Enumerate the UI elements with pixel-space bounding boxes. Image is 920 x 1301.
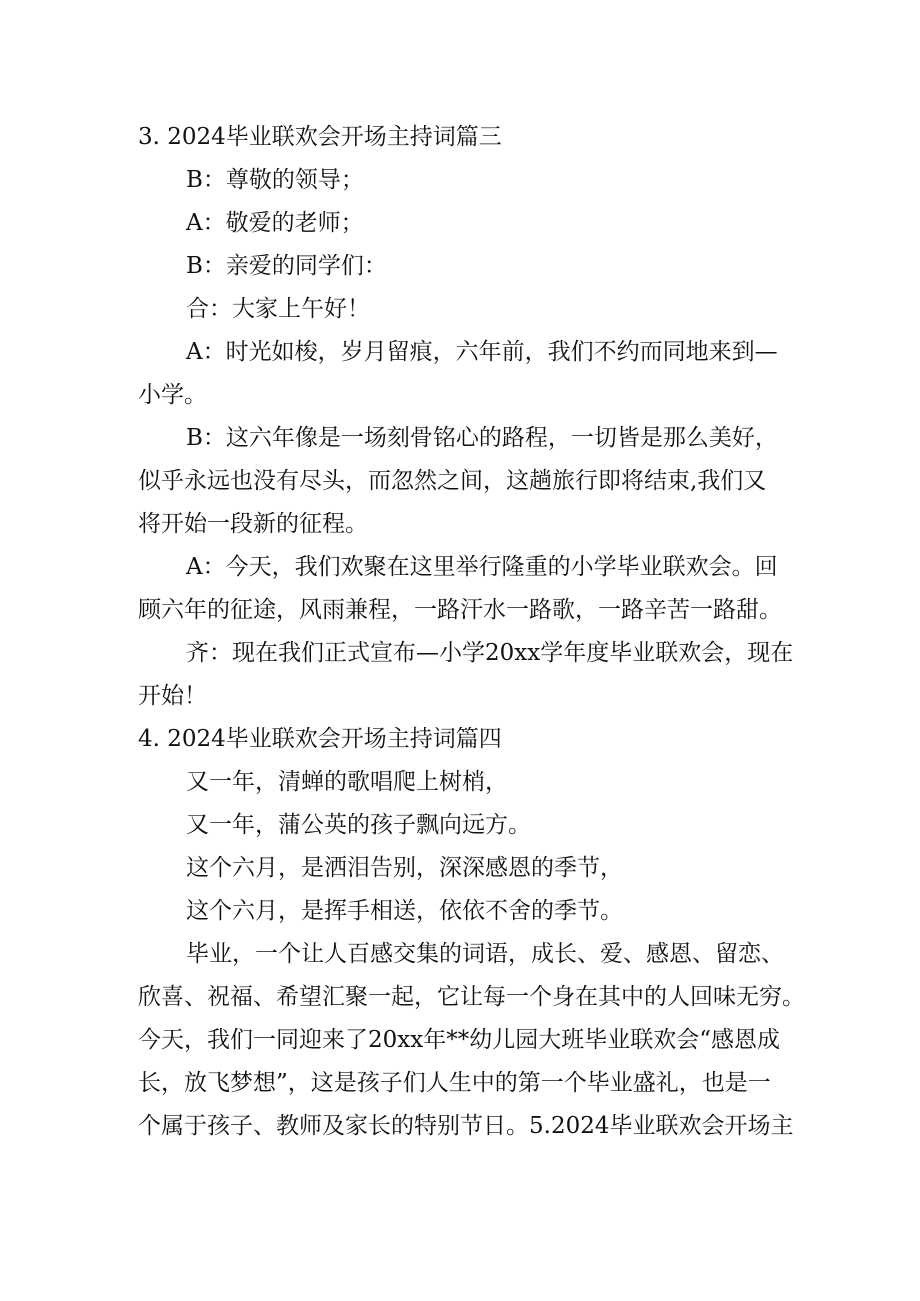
section-heading-4: 4. 2024毕业联欢会开场主持词篇四 — [138, 726, 502, 752]
text-line: 毕业，一个让人百感交集的词语，成长、爱、感恩、留恋、 — [186, 941, 784, 967]
text-line: 小学。 — [138, 382, 207, 408]
text-line: 将开始一段新的征程。 — [138, 511, 368, 537]
text-line: 这个六月，是挥手相送，依依不舍的季节。 — [186, 898, 623, 924]
text-line: 欣喜、祝福、希望汇聚一起，它让每一个身在其中的人回味无穷。 — [138, 984, 805, 1010]
text-line: 今天，我们一同迎来了20xx年**幼儿园大班毕业联欢会“感恩成 — [138, 1027, 780, 1053]
text-line: B：尊敬的领导； — [186, 167, 364, 193]
text-line: A：今天，我们欢聚在这里举行隆重的小学毕业联欢会。回 — [186, 554, 778, 580]
text-line: 长，放飞梦想”，这是孩子们人生中的第一个毕业盛礼，也是一 — [138, 1070, 771, 1096]
text-line: 顾六年的征途，风雨兼程，一路汗水一路歌，一路辛苦一路甜。 — [138, 597, 782, 623]
section-heading-3: 3. 2024毕业联欢会开场主持词篇三 — [138, 124, 502, 150]
text-line: 齐：现在我们正式宣布—小学20xx学年度毕业联欢会，现在 — [186, 640, 794, 666]
text-line: 这个六月，是洒泪告别，深深感恩的季节， — [186, 855, 623, 881]
text-line: B：亲爱的同学们： — [186, 253, 387, 279]
text-line: A：敬爱的老师； — [186, 210, 364, 236]
text-line: 个属于孩子、教师及家长的特别节日。5.2024毕业联欢会开场主 — [138, 1113, 794, 1139]
text-line: 又一年，蒲公英的孩子飘向远方。 — [186, 812, 531, 838]
text-line: 开始！ — [138, 683, 207, 709]
text-line: A：时光如梭，岁月留痕，六年前，我们不约而同地来到— — [186, 339, 778, 365]
text-line: 似乎永远也没有尽头，而忽然之间，这趟旅行即将结束,我们又 — [138, 468, 767, 494]
text-line: 又一年，清蝉的歌唱爬上树梢， — [186, 769, 508, 795]
text-line: 合：大家上午好！ — [186, 296, 370, 322]
text-line: B：这六年像是一场刻骨铭心的路程，一切皆是那么美好， — [186, 425, 778, 451]
document-body — [138, 116, 805, 1148]
